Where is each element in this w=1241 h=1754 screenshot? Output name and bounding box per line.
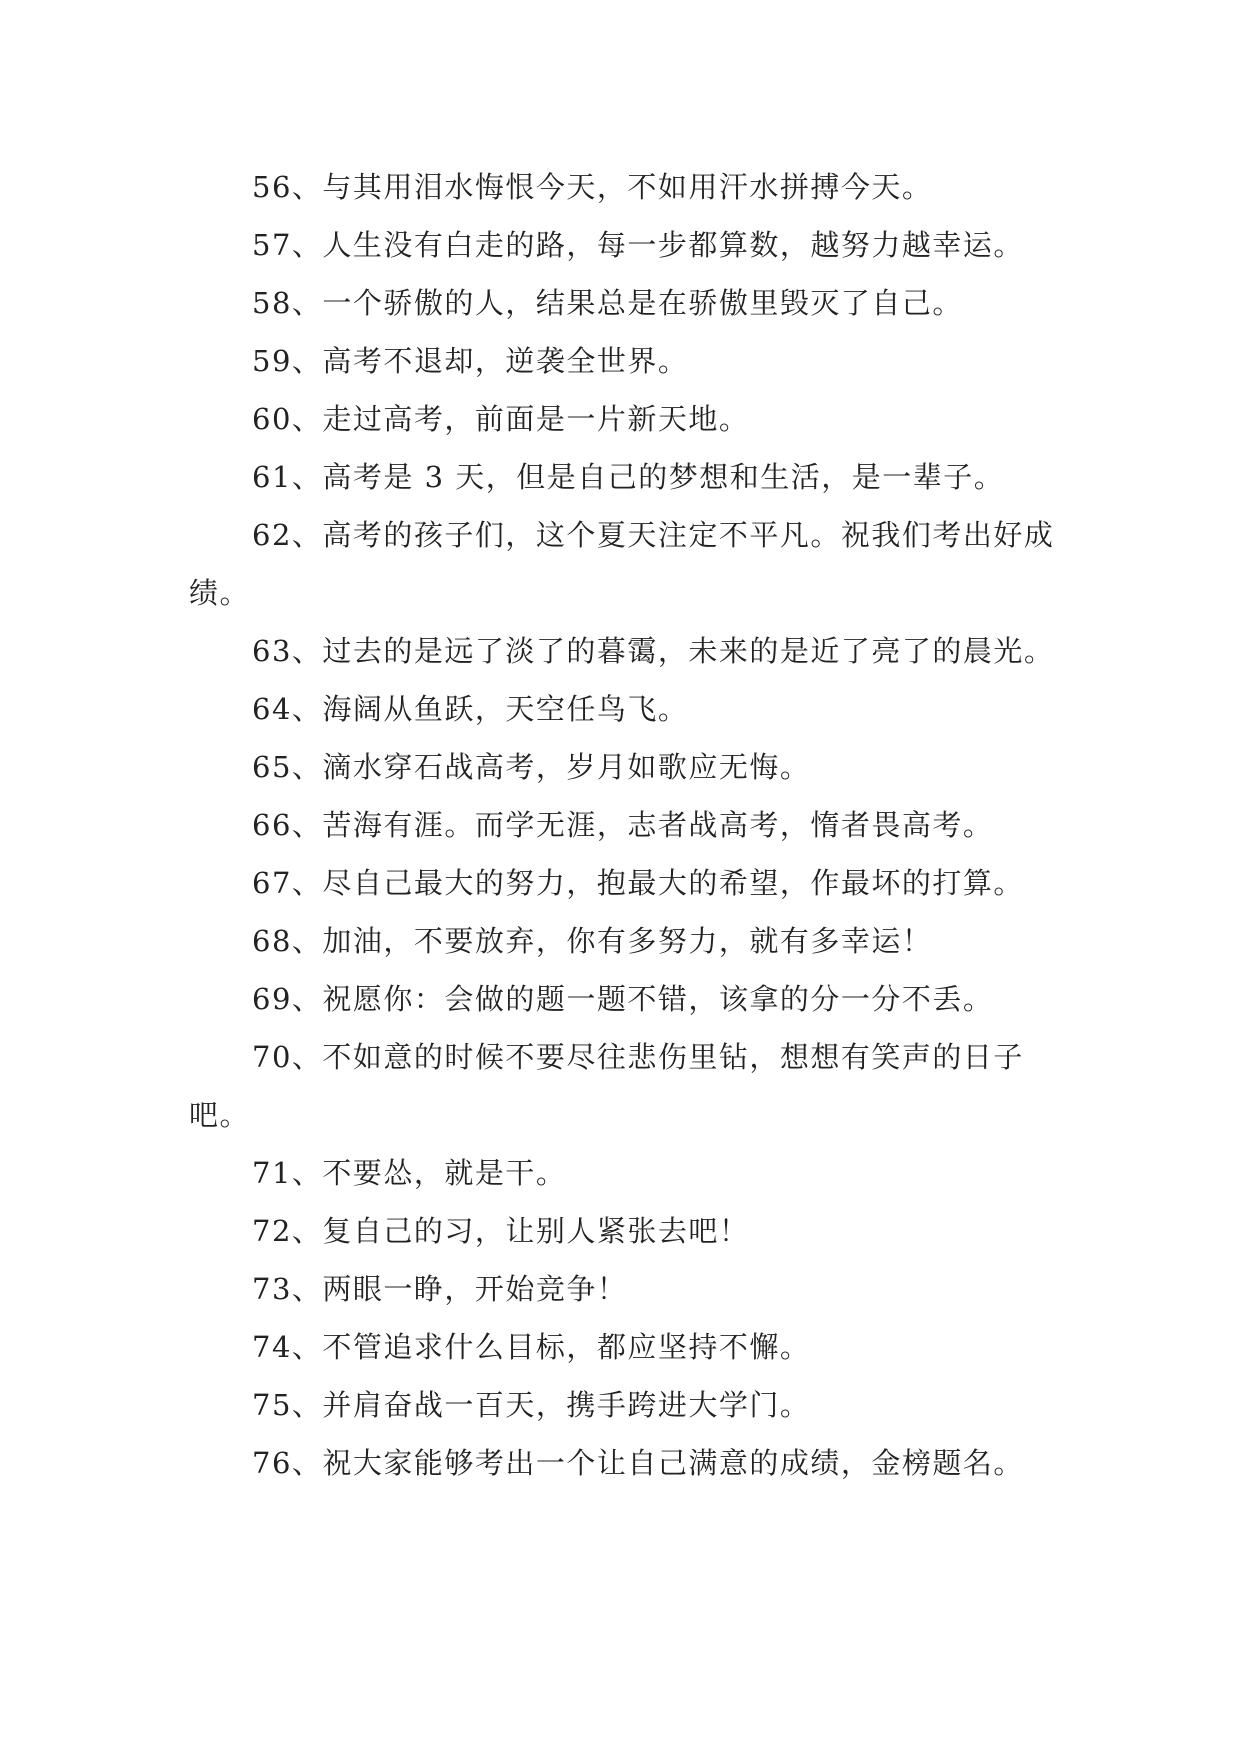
quote-63: 63、过去的是远了淡了的暮霭，未来的是近了亮了的晨光。 (252, 634, 1055, 668)
quote-69: 69、祝愿你：会做的题一题不错，该拿的分一分不丢。 (252, 982, 994, 1016)
quote-61: 61、高考是 3 天，但是自己的梦想和生活，是一辈子。 (252, 460, 1005, 494)
quote-62: 62、高考的孩子们，这个夏天注定不平凡。祝我们考出好成绩。 (189, 518, 1055, 610)
quote-75: 75、并肩奋战一百天，携手跨进大学门。 (252, 1388, 811, 1422)
quote-68: 68、加油，不要放弃，你有多努力，就有多幸运！ (252, 924, 933, 958)
quote-76: 76、祝大家能够考出一个让自己满意的成绩，金榜题名。 (252, 1446, 1024, 1480)
quote-57: 57、人生没有白走的路，每一步都算数，越努力越幸运。 (252, 228, 1024, 262)
quote-71: 71、不要怂，就是干。 (252, 1156, 567, 1190)
quote-59: 59、高考不退却，逆袭全世界。 (252, 344, 689, 378)
quote-66: 66、苦海有涯。而学无涯，志者战高考，惰者畏高考。 (252, 808, 994, 842)
quote-74: 74、不管追求什么目标，都应坚持不懈。 (252, 1330, 811, 1364)
quote-60: 60、走过高考，前面是一片新天地。 (252, 402, 750, 436)
quote-56: 56、与其用泪水悔恨今天，不如用汗水拼搏今天。 (252, 170, 933, 204)
quote-72: 72、复自己的习，让别人紧张去吧！ (252, 1214, 750, 1248)
quote-70: 70、不如意的时候不要尽往悲伤里钻，想想有笑声的日子吧。 (189, 1040, 1024, 1132)
document-body (189, 158, 1079, 1492)
quote-67: 67、尽自己最大的努力，抱最大的希望，作最坏的打算。 (252, 866, 1024, 900)
quote-58: 58、一个骄傲的人，结果总是在骄傲里毁灭了自己。 (252, 286, 963, 320)
quote-65: 65、滴水穿石战高考，岁月如歌应无悔。 (252, 750, 811, 784)
quote-64: 64、海阔从鱼跃，天空任鸟飞。 (252, 692, 689, 726)
quote-73: 73、两眼一睁，开始竞争！ (252, 1272, 628, 1306)
